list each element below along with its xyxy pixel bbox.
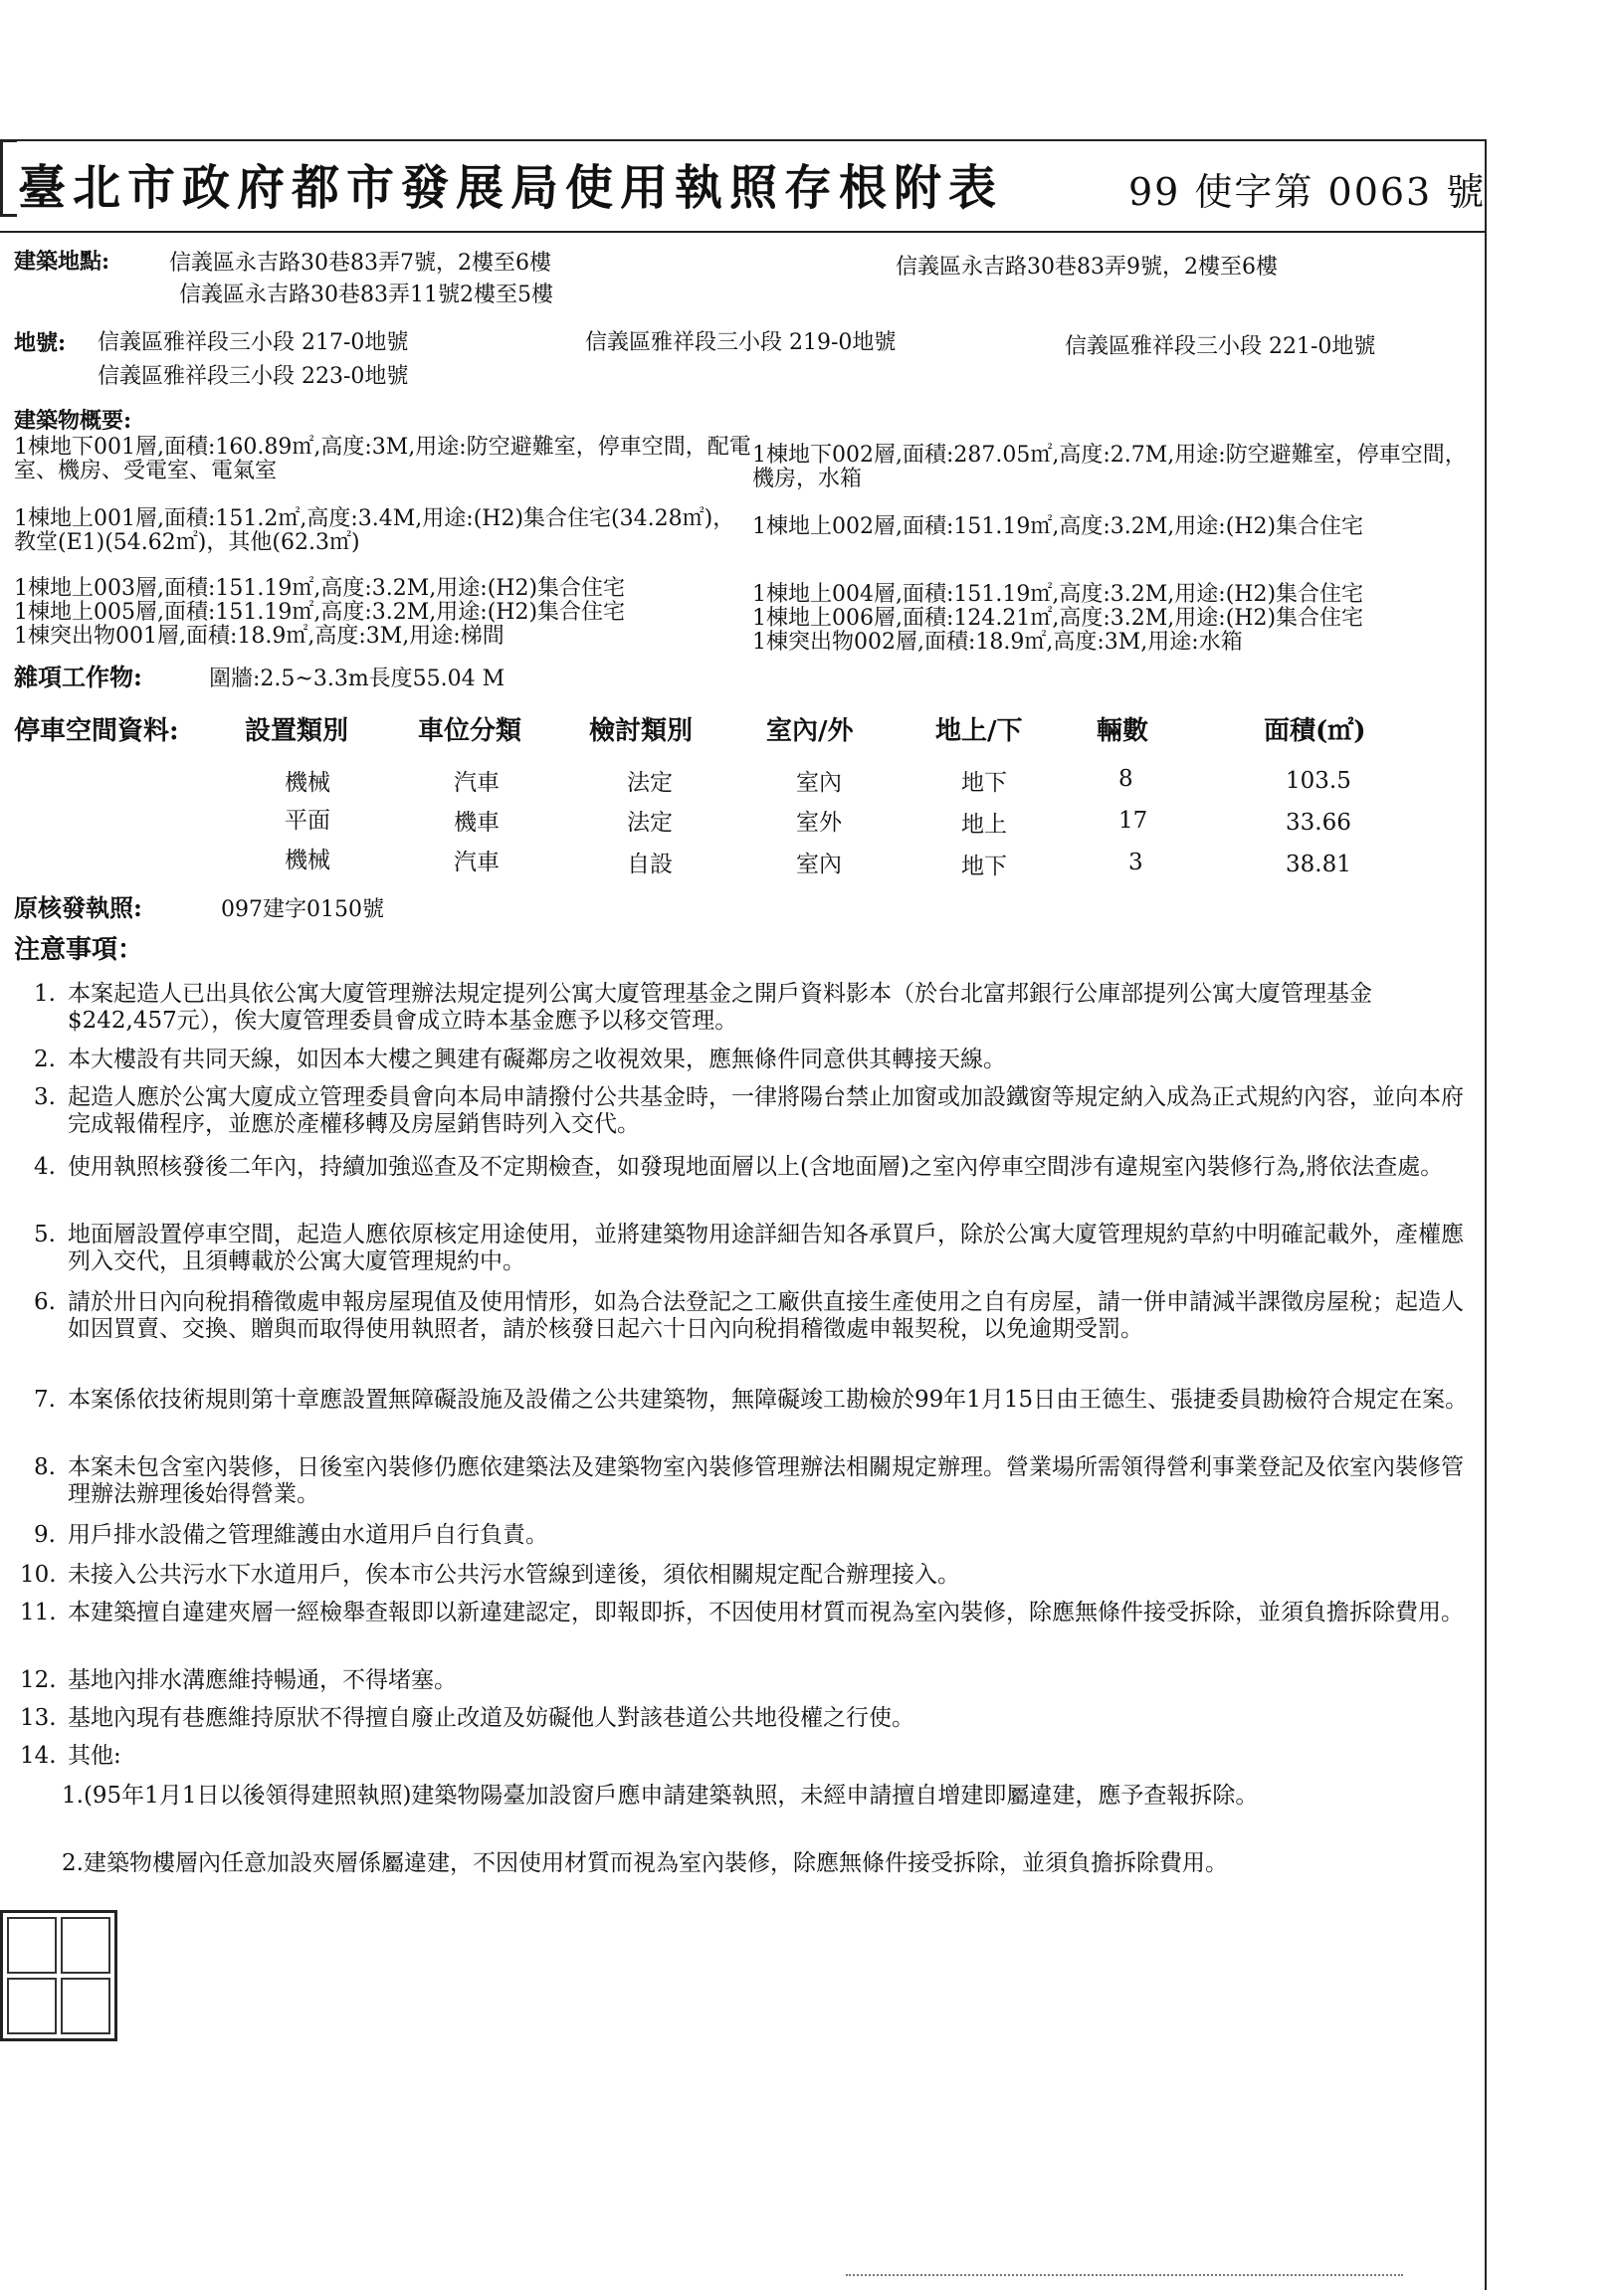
- lot-label: 地號:: [14, 330, 67, 356]
- note-text: 請於卅日內向稅捐稽徵處申報房屋現值及使用情形，如為合法登記之工廠供直接生產使用之自有房屋，請一併申請減半課徵房屋稅；起造人如因買賣、交換、贈與而取得使用執照者，請於核發日起六十日內向稅捐稽徵處申報契稅，以免逾期受罰。: [68, 1289, 1464, 1342]
- table-cell: 自設: [627, 852, 673, 877]
- note-number: 5.: [34, 1222, 56, 1247]
- note-number: 12.: [20, 1667, 57, 1693]
- misc-works-label: 雜項工作物:: [14, 663, 142, 691]
- floor-6-desc: 1棟地上006層,面積:124.21㎡,高度:3.2M,用途:(H2)集合住宅: [752, 606, 1364, 631]
- page-title: 臺北市政府都市發展局使用執照存根附表: [18, 160, 1004, 216]
- parking-header-area: 面積(㎡): [1264, 716, 1366, 746]
- note-text: 本案起造人已出具依公寓大廈管理辦法規定提列公寓大廈管理基金之開戶資料影本（於台北富邦銀行公庫部提列公寓大廈管理基金$242,457元），俟大廈管理委員會成立時本基金應予以移交管理。: [68, 981, 1372, 1034]
- site-label: 建築地點:: [14, 249, 110, 275]
- floor-5-desc: 1棟地上005層,面積:151.19㎡,高度:3.2M,用途:(H2)集合住宅: [14, 600, 626, 625]
- floor-4-desc: 1棟地上004層,面積:151.19㎡,高度:3.2M,用途:(H2)集合住宅: [752, 582, 1364, 607]
- parking-label: 停車空間資料:: [14, 716, 179, 746]
- table-cell: 17: [1118, 808, 1148, 834]
- parking-header-count: 輛數: [1097, 716, 1149, 746]
- document-number: 99 使字第 0063 號: [1128, 170, 1487, 214]
- table-cell: 機械: [285, 770, 330, 796]
- note-number: 11.: [20, 1600, 57, 1626]
- notes-label: 注意事項：: [14, 935, 144, 965]
- sub-note-2: 2.建築物樓層內任意加設夾層係屬違建，不因使用材質而視為室內裝修，除應無條件接受拆除，並須負擔拆除費用。: [62, 1850, 1228, 1876]
- parking-header-level: 地上/下: [935, 716, 1023, 746]
- table-cell: 103.5: [1286, 768, 1351, 794]
- table-cell: 8: [1118, 766, 1133, 792]
- table-cell: 地上: [961, 812, 1007, 838]
- original-permit-label: 原核發執照:: [14, 893, 142, 922]
- table-cell: 室內: [796, 770, 842, 796]
- list-item: [20, 1743, 1473, 1773]
- list-item: [34, 1047, 1473, 1076]
- basement-1-desc: 1棟地下001層,面積:160.89㎡,高度:3M,用途:防空避難室，停車空間，配電室、機房、受電室、電氣室: [14, 435, 751, 483]
- list-item: [34, 981, 1473, 1037]
- note-number: 9.: [34, 1522, 56, 1548]
- note-number: 1.: [34, 981, 56, 1007]
- note-number: 6.: [34, 1289, 56, 1315]
- site-address-3: 信義區永吉路30巷83弄11號2樓至5樓: [179, 283, 553, 307]
- table-cell: 38.81: [1286, 852, 1351, 877]
- title-bracket: [0, 139, 17, 217]
- note-number: 4.: [34, 1154, 56, 1180]
- site-address-1: 信義區永吉路30巷83弄7號，2樓至6樓: [169, 251, 551, 276]
- note-text: 其他:: [68, 1743, 121, 1769]
- floor-2-desc: 1棟地上002層,面積:151.19㎡,高度:3.2M,用途:(H2)集合住宅: [752, 514, 1364, 539]
- list-item: [34, 1154, 1473, 1210]
- list-item: [20, 1562, 1473, 1592]
- table-cell: 3: [1128, 850, 1143, 875]
- note-text: 基地內排水溝應維持暢通，不得堵塞。: [68, 1667, 457, 1693]
- table-cell: 地下: [961, 770, 1007, 796]
- table-cell: 法定: [627, 770, 673, 796]
- sub-note-1: 1.(95年1月1日以後領得建照執照)建築物陽臺加設窗戶應申請建築執照，未經申請擅自增建即屬違建，應予查報拆除。: [62, 1783, 1259, 1809]
- lot-number-3: 信義區雅祥段三小段 221-0地號: [1065, 334, 1376, 359]
- table-cell: 室外: [796, 810, 842, 836]
- note-number: 8.: [34, 1454, 56, 1480]
- note-text: 本建築擅自違建夾層一經檢舉查報即以新違建認定，即報即拆，不因使用材質而視為室內裝修，除應無條件接受拆除，並須負擔拆除費用。: [68, 1600, 1464, 1626]
- misc-works-value: 圍牆:2.5~3.3m長度55.04 M: [209, 667, 505, 691]
- note-number: 2.: [34, 1047, 56, 1072]
- note-number: 3.: [34, 1084, 56, 1110]
- note-number: 14.: [20, 1743, 57, 1769]
- list-item: [34, 1387, 1473, 1442]
- parking-header-vehicle: 車位分類: [418, 716, 522, 746]
- table-cell: 汽車: [454, 850, 500, 875]
- note-text: 起造人應於公寓大廈成立管理委員會向本局申請撥付公共基金時，一律將陽台禁止加窗或加設鐵窗等規定納入成為正式規約內容，並向本府完成報備程序，並應於產權移轉及房屋銷售時列入交代。: [68, 1084, 1464, 1137]
- floor-1-desc: 1棟地上001層,面積:151.2㎡,高度:3.4M,用途:(H2)集合住宅(34.28㎡)，教堂(E1)(54.62㎡)，其他(62.3㎡): [14, 506, 735, 555]
- note-text: 本案係依技術規則第十章應設置無障礙設施及設備之公共建築物，無障礙竣工勘檢於99年1月15日由王德生、張捷委員勘檢符合規定在案。: [68, 1387, 1469, 1413]
- table-cell: 機車: [454, 810, 500, 836]
- roof-1-desc: 1棟突出物001層,面積:18.9㎡,高度:3M,用途:梯間: [14, 624, 505, 649]
- official-seal-stamp: [0, 1910, 117, 2041]
- overview-label: 建築物概要:: [14, 408, 132, 434]
- note-number: 7.: [34, 1387, 56, 1413]
- list-item: [34, 1289, 1473, 1373]
- list-item: [20, 1705, 1473, 1735]
- list-item: [34, 1522, 1473, 1552]
- lot-number-4: 信義區雅祥段三小段 223-0地號: [98, 364, 409, 389]
- table-cell: 法定: [627, 810, 673, 836]
- basement-2-desc: 1棟地下002層,面積:287.05㎡,高度:2.7M,用途:防空避難室，停車空間，機房，水箱: [752, 443, 1467, 491]
- table-cell: 33.66: [1286, 810, 1351, 836]
- list-item: [20, 1600, 1473, 1655]
- original-permit-value: 097建字0150號: [221, 897, 384, 922]
- scan-specks: [846, 2274, 1403, 2280]
- table-cell: 平面: [285, 808, 330, 834]
- lot-number-1: 信義區雅祥段三小段 217-0地號: [98, 330, 409, 355]
- list-item: [34, 1222, 1473, 1277]
- note-text: 地面層設置停車空間，起造人應依原核定用途使用，並將建築物用途詳細告知各承買戶，除於公寓大廈管理規約草約中明確記載外，產權應列入交代，且須轉載於公寓大廈管理規約中。: [68, 1222, 1464, 1274]
- parking-header-indoor: 室內/外: [766, 716, 854, 746]
- list-item: [34, 1084, 1473, 1140]
- note-text: 使用執照核發後二年內，持續加強巡查及不定期檢查，如發現地面層以上(含地面層)之室內停車空間涉有違規室內裝修行為,將依法查處。: [68, 1154, 1444, 1180]
- lot-number-2: 信義區雅祥段三小段 219-0地號: [585, 330, 897, 355]
- note-text: 本大樓設有共同天線，如因本大樓之興建有礙鄰房之收視效果，應無條件同意供其轉接天線。: [68, 1047, 1006, 1072]
- note-text: 用戶排水設備之管理維護由水道用戶自行負責。: [68, 1522, 548, 1548]
- roof-2-desc: 1棟突出物002層,面積:18.9㎡,高度:3M,用途:水箱: [752, 630, 1243, 655]
- table-cell: 室內: [796, 852, 842, 877]
- table-cell: 機械: [285, 848, 330, 873]
- parking-header-review: 檢討類別: [589, 716, 694, 746]
- list-item: [34, 1454, 1473, 1510]
- note-number: 13.: [20, 1705, 57, 1731]
- header-divider: [0, 231, 1485, 233]
- note-number: 10.: [20, 1562, 57, 1588]
- table-cell: 汽車: [454, 770, 500, 796]
- list-item: [20, 1667, 1473, 1697]
- note-text: 未接入公共污水下水道用戶，俟本市公共污水管線到達後，須依相關規定配合辦理接入。: [68, 1562, 960, 1588]
- parking-header-type: 設置類別: [245, 716, 349, 746]
- table-cell: 地下: [961, 854, 1007, 879]
- floor-3-desc: 1棟地上003層,面積:151.19㎡,高度:3.2M,用途:(H2)集合住宅: [14, 576, 626, 601]
- note-text: 本案未包含室內裝修，日後室內裝修仍應依建築法及建築物室內裝修管理辦法相關規定辦理。營業場所需領得營利事業登記及依室內裝修管理辦法辦理後始得營業。: [68, 1454, 1464, 1507]
- note-text: 基地內現有巷應維持原狀不得擅自廢止改道及妨礙他人對該巷道公共地役權之行使。: [68, 1705, 914, 1731]
- site-address-2: 信義區永吉路30巷83弄9號，2樓至6樓: [896, 255, 1278, 280]
